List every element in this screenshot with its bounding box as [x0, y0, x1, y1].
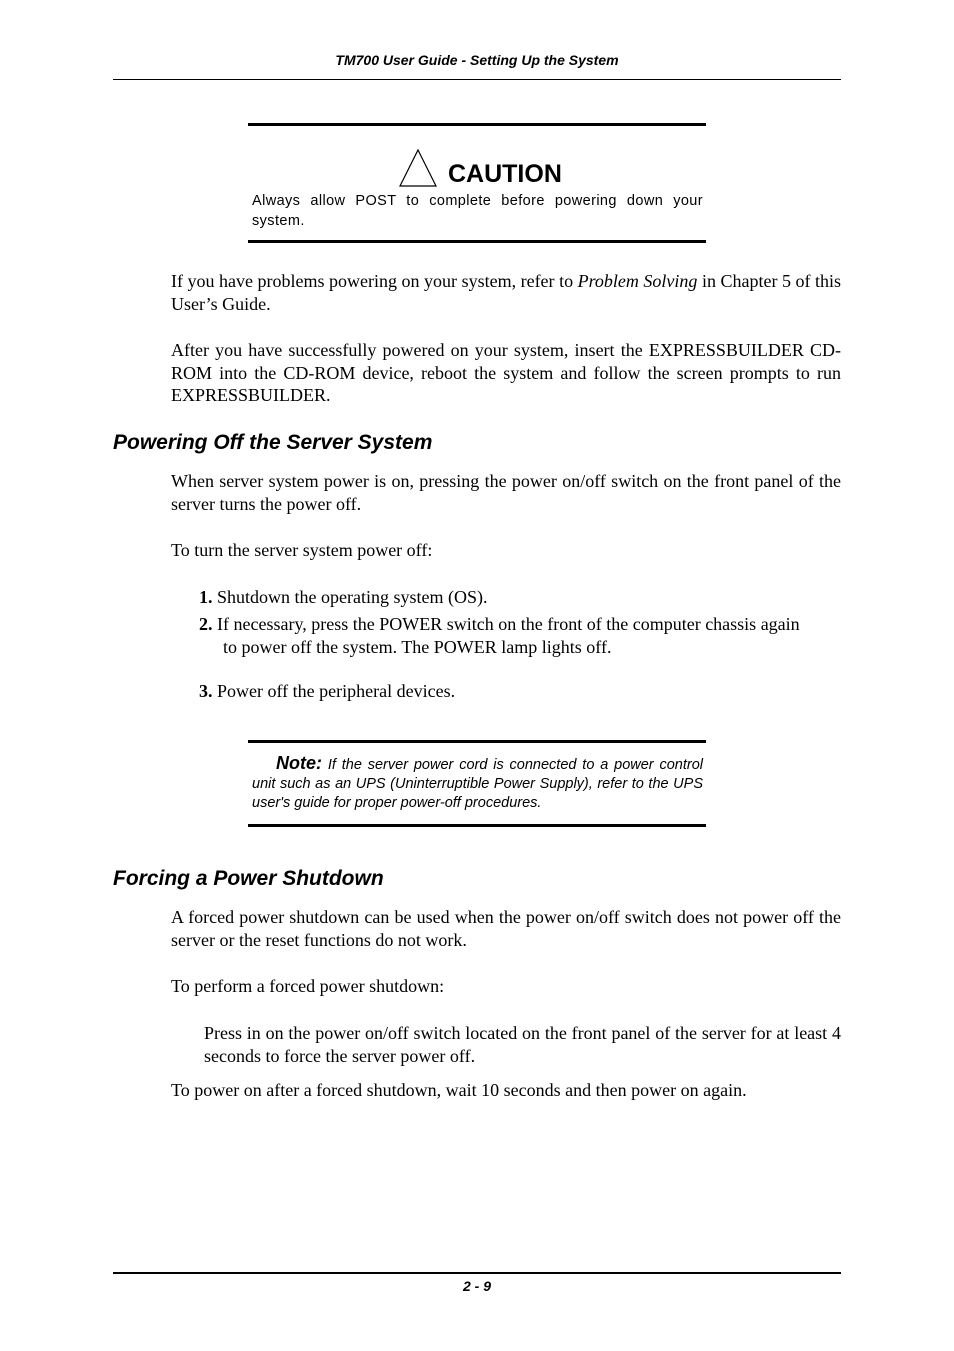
caution-triangle-icon: [398, 148, 438, 188]
forced-paragraph-3: Press in on the power on/off switch located on the front panel of the server for at least 4 seconds to force the server power off.: [204, 1023, 841, 1066]
forced-paragraph-2: To perform a forced power shutdown:: [171, 976, 445, 996]
section-heading-forcing-shutdown: Forcing a Power Shutdown: [113, 867, 384, 890]
header-divider: [113, 79, 841, 80]
caution-top-rule: [248, 123, 706, 126]
caution-title: CAUTION: [448, 160, 562, 188]
forced-paragraph-1: A forced power shutdown can be used when the power on/off switch does not power off the server or the reset functions do not work.: [171, 907, 841, 950]
section-heading-powering-off: Powering Off the Server System: [113, 431, 433, 454]
step-2: 2. If necessary, press the POWER switch on the front of the computer chassis again to power off the system. The POWER lamp lights off.: [199, 614, 800, 657]
note-top-rule: [248, 740, 706, 743]
note-text: Note: If the server power cord is connected to a power control unit such as an UPS (Uninterruptible Power Supply), refer to the UPS user's guide for proper power-off procedures.: [252, 753, 703, 811]
running-header: TM700 User Guide - Setting Up the System: [335, 52, 619, 68]
caution-bottom-rule: [248, 240, 706, 243]
step-1: 1. Shutdown the operating system (OS).: [199, 587, 488, 607]
power-off-paragraph-2: To turn the server system power off:: [171, 540, 433, 560]
caution-text: Always allow POST to complete before powering down your system.: [252, 193, 703, 229]
note-bottom-rule: [248, 824, 706, 827]
intro-paragraph-2: After you have successfully powered on your system, insert the EXPRESSBUILDER CD-ROM into the CD-ROM device, reboot the system and follow the screen prompts to run EXPRESSBUILDER.: [171, 340, 841, 405]
footer-divider: [113, 1272, 841, 1274]
intro-paragraph-1: If you have problems powering on your system, refer to Problem Solving in Chapter 5 of this User’s Guide.: [171, 271, 842, 314]
problem-solving-reference: Problem Solving: [577, 271, 698, 291]
forced-paragraph-4: To power on after a forced shutdown, wait 10 seconds and then power on again.: [171, 1080, 747, 1100]
page-number: 2 - 9: [462, 1278, 491, 1294]
power-off-paragraph-1: When server system power is on, pressing the power on/off switch on the front panel of the server turns the power off.: [171, 471, 841, 514]
caution-heading: [398, 144, 562, 188]
note-label: Note:: [276, 753, 322, 773]
step-3: 3. Power off the peripheral devices.: [199, 681, 456, 701]
